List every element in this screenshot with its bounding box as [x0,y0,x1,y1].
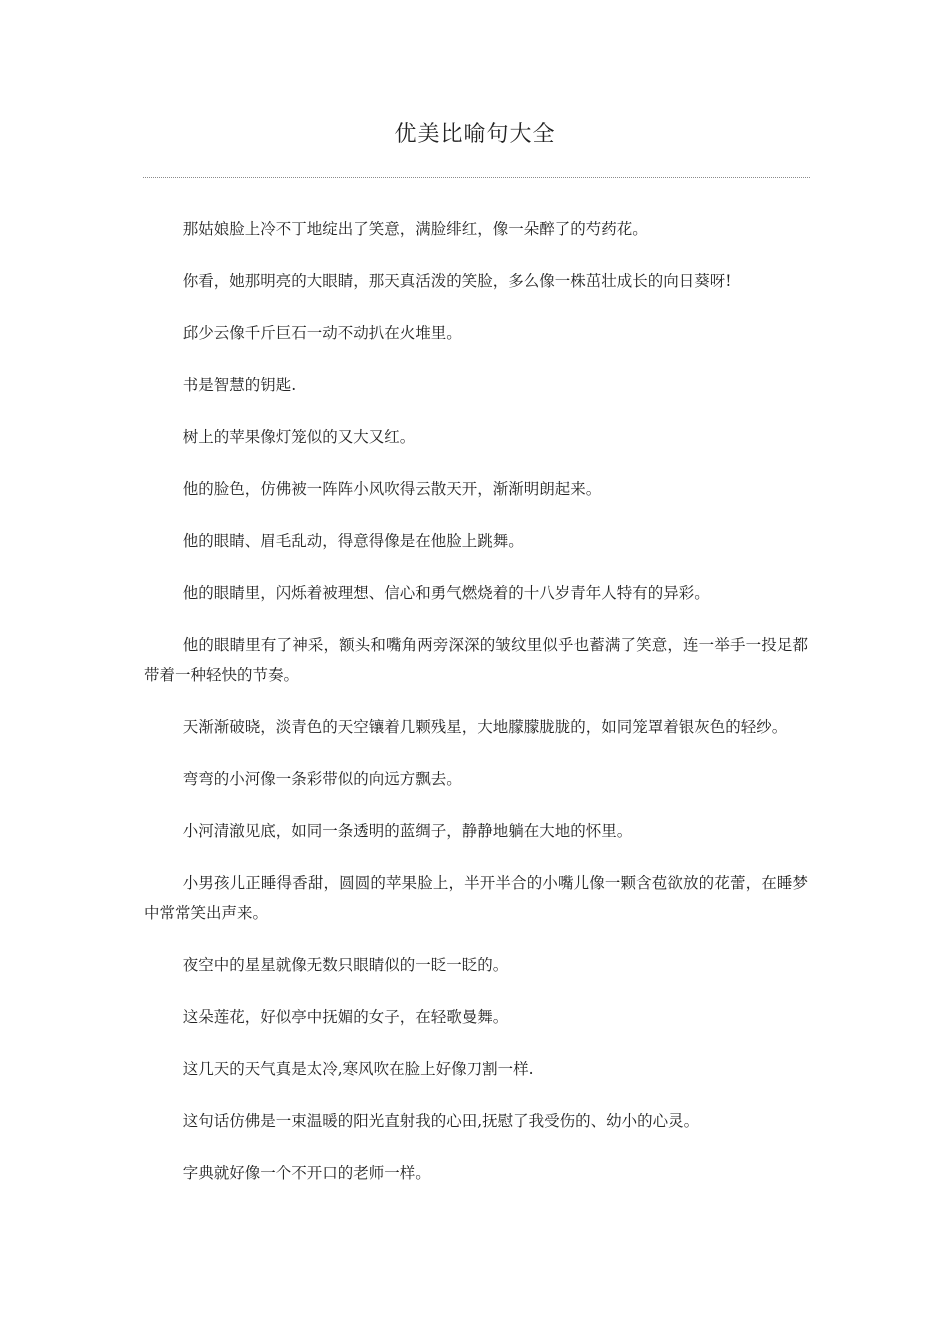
paragraph: 这朵莲花，好似亭中抚媚的女子，在轻歌曼舞。 [182,1008,509,1026]
paragraph: 弯弯的小河像一条彩带似的向远方飘去。 [182,770,462,788]
paragraph: 他的脸色，仿佛被一阵阵小风吹得云散天开，渐渐明朗起来。 [182,480,602,498]
paragraph: 你看，她那明亮的大眼睛，那天真活泼的笑脸，多么像一株茁壮成长的向日葵呀! [182,272,732,290]
paragraph: 小男孩儿正睡得香甜，圆圆的苹果脸上，半开半合的小嘴儿像一颗含苞欲放的花蕾，在睡梦中常常笑出声来。 [144,874,808,922]
paragraph: 书是智慧的钥匙. [182,376,297,394]
title-divider [143,177,810,178]
paragraph: 那姑娘脸上冷不丁地绽出了笑意，满脸绯红，像一朵醉了的芍药花。 [182,220,648,238]
paragraph: 树上的苹果像灯笼似的又大又红。 [182,428,416,446]
paragraph: 小河清澈见底，如同一条透明的蓝绸子，静静地躺在大地的怀里。 [182,822,633,840]
paragraph: 字典就好像一个不开口的老师一样。 [182,1164,431,1182]
document-title: 优美比喻句大全 [394,122,556,147]
document-body [144,214,808,1210]
paragraph: 他的眼睛里，闪烁着被理想、信心和勇气燃烧着的十八岁青年人特有的异彩。 [182,584,710,602]
paragraph: 这几天的天气真是太冷,寒风吹在脸上好像刀割一样. [182,1060,534,1078]
paragraph: 他的眼睛里有了神采，额头和嘴角两旁深深的皱纹里似乎也蓄满了笑意，连一举手一投足都带着一种轻快的节奏。 [144,636,808,684]
paragraph: 天渐渐破晓，淡青色的天空镶着几颗残星，大地朦朦胧胧的，如同笼罩着银灰色的轻纱。 [182,718,788,736]
paragraph: 邱少云像千斤巨石一动不动扒在火堆里。 [182,324,462,342]
paragraph: 这句话仿佛是一束温暖的阳光直射我的心田,抚慰了我受伤的、幼小的心灵。 [182,1112,700,1130]
paragraph: 他的眼睛、眉毛乱动，得意得像是在他脸上跳舞。 [182,532,524,550]
paragraph: 夜空中的星星就像无数只眼睛似的一眨一眨的。 [182,956,509,974]
